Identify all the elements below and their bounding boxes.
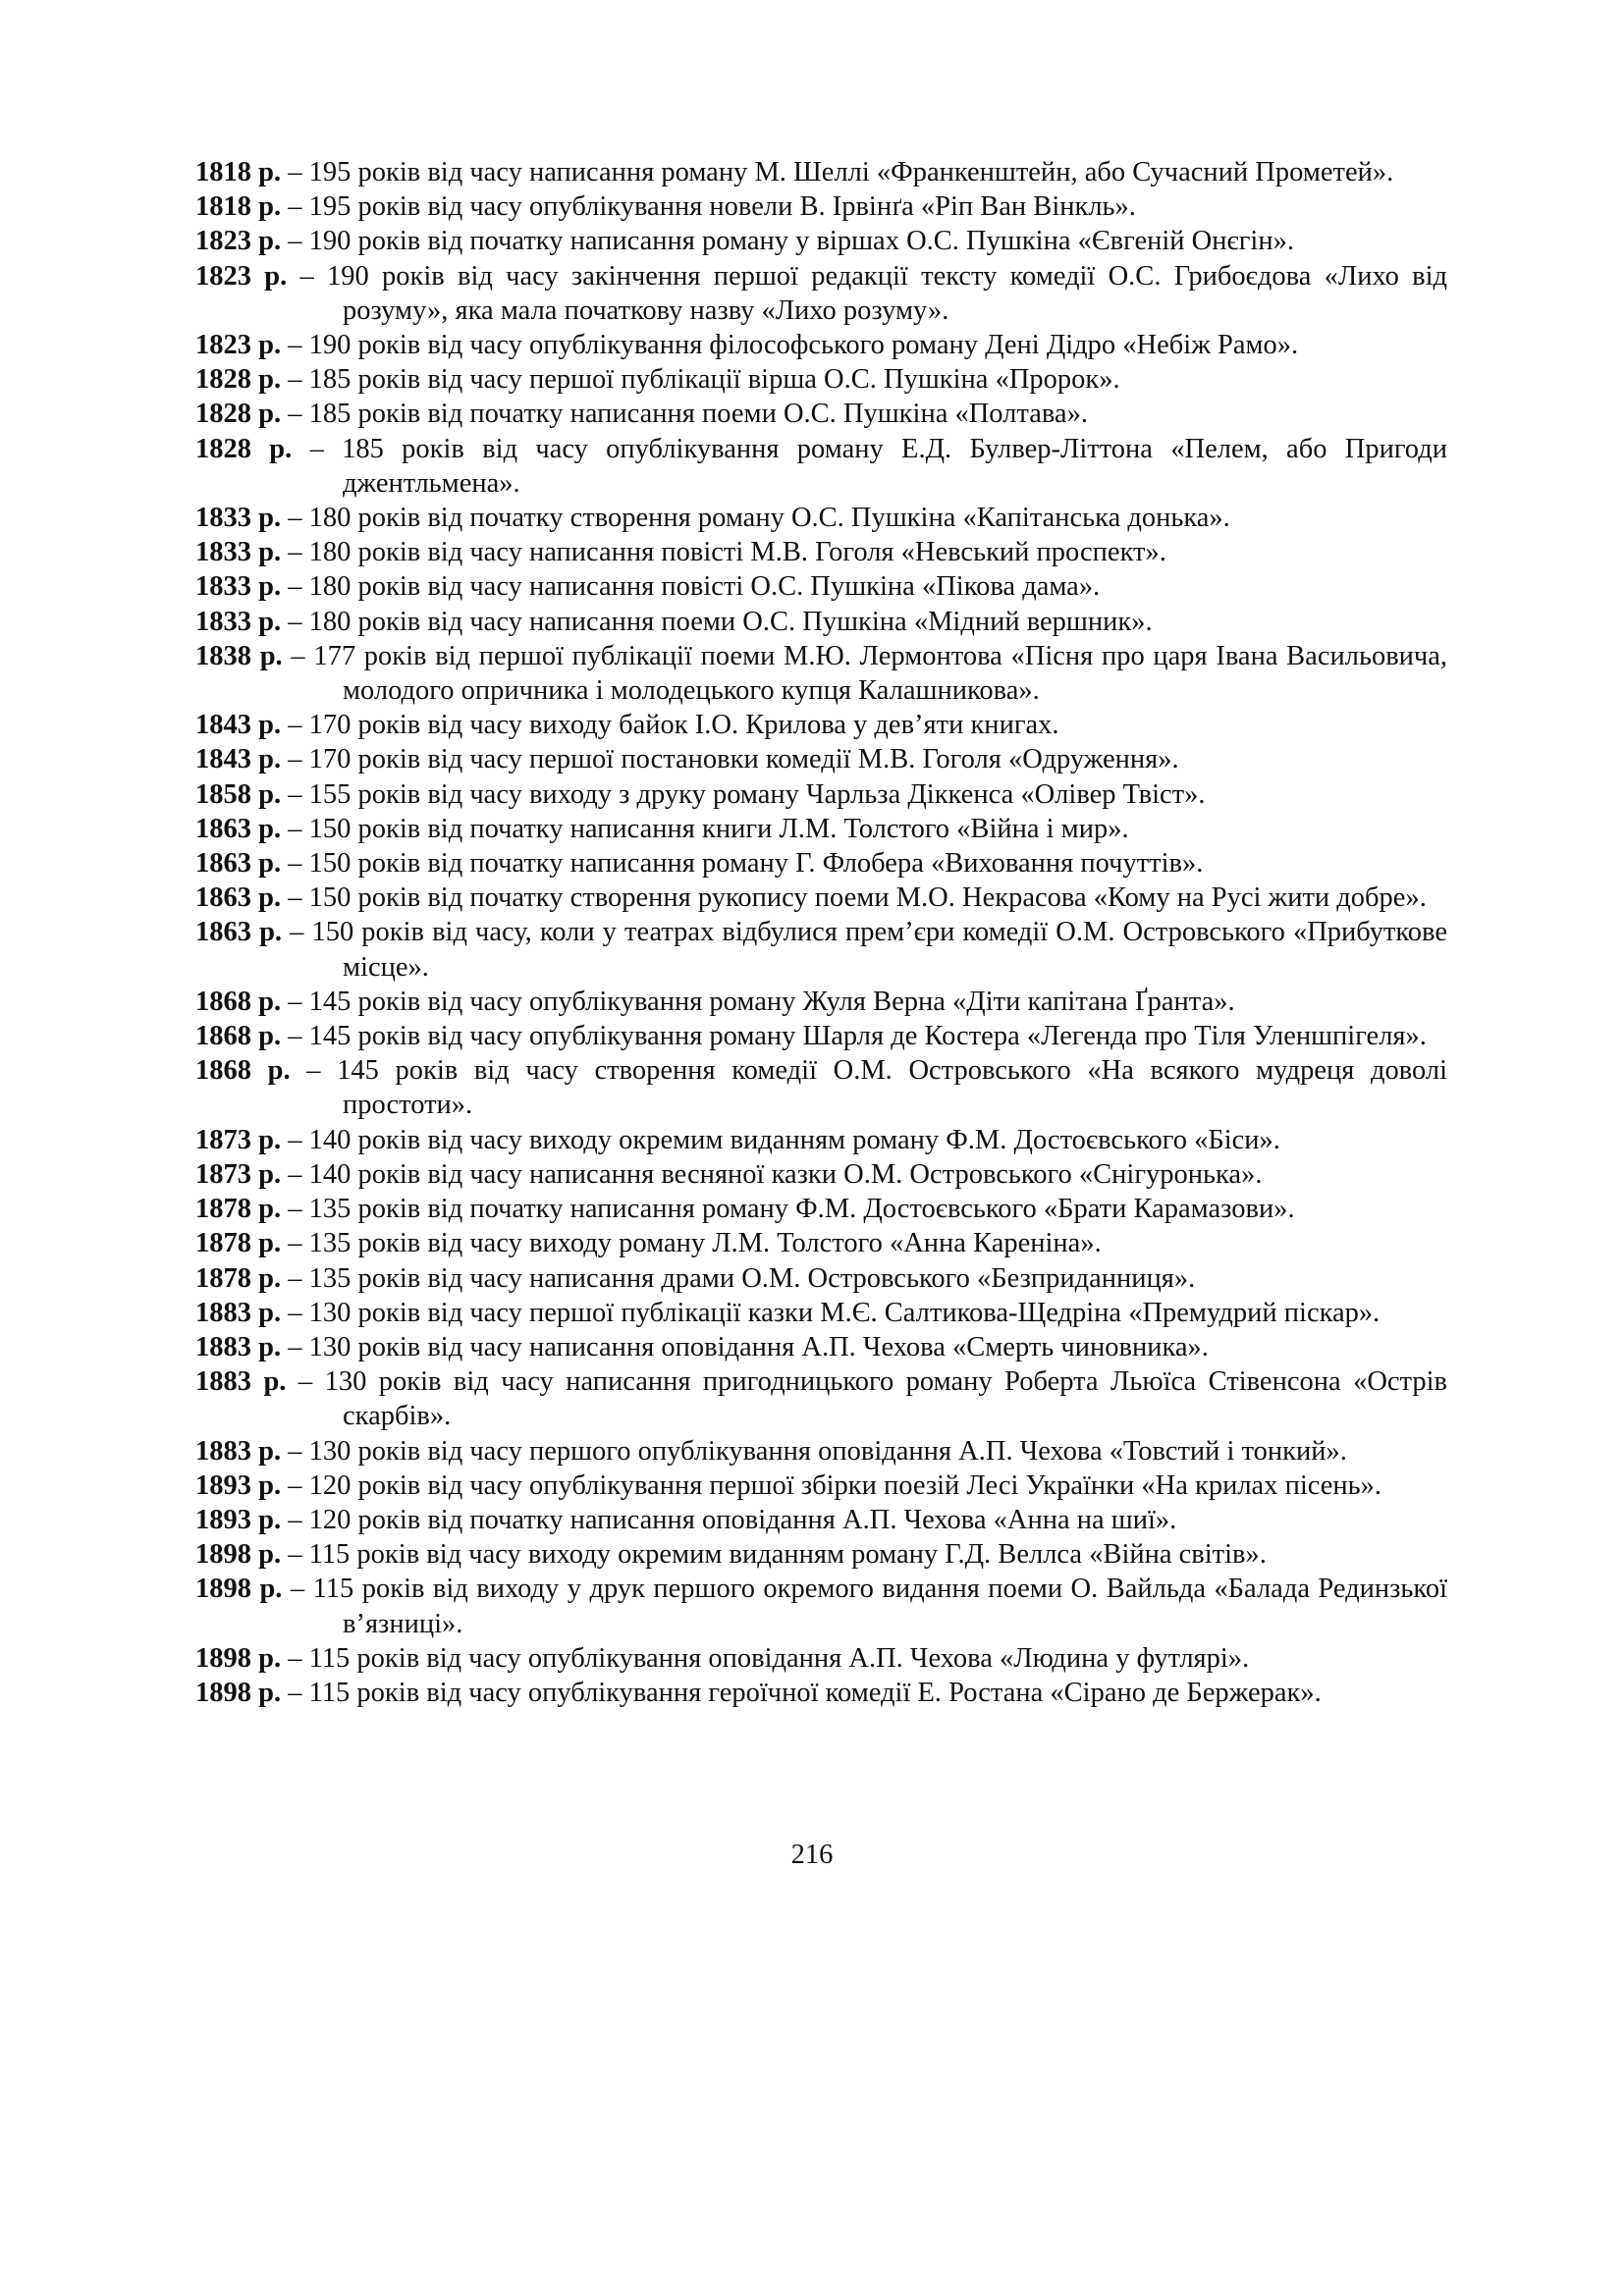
entry-text: 170 років від часу виходу байок І.О. Крилова у дев’яти книгах. <box>308 710 1059 741</box>
entry-year: 1818 р. <box>195 157 282 187</box>
entry-separator: – <box>281 1021 309 1052</box>
entry-text: 195 років від часу написання роману М. Шеллі «Франкенштейн, або Сучасний Прометей». <box>308 157 1394 187</box>
entry-text: 145 років від часу створення комедії О.М. Островського «На всякого мудреця доволі простоти». <box>337 1055 1447 1121</box>
entry-year: 1843 р. <box>195 744 282 775</box>
entry-separator: – <box>281 226 309 257</box>
list-item <box>195 1261 1447 1296</box>
entry-separator: – <box>281 1228 309 1259</box>
entry-year: 1898 р. <box>195 1677 282 1708</box>
entry-text: 130 років від часу першої публікації казки М.Є. Салтикова-Щедріна «Премудрий піскар». <box>308 1297 1380 1328</box>
entry-year: 1883 р. <box>195 1297 282 1328</box>
list-item <box>195 1434 1447 1468</box>
entry-separator: – <box>281 606 309 637</box>
entry-separator: – <box>282 1574 313 1605</box>
list-item <box>195 1296 1447 1330</box>
entry-separator: – <box>290 1055 338 1087</box>
entry-text: 140 років від часу виходу окремим виданням роману Ф.М. Достоєвського «Біси». <box>308 1124 1280 1155</box>
entry-separator: – <box>281 1158 309 1190</box>
entry-text: 145 років від часу опублікування роману Жуля Верна «Діти капітана Ґранта». <box>308 986 1235 1017</box>
list-item <box>195 1330 1447 1364</box>
list-item <box>195 1468 1447 1503</box>
entry-year: 1823 р. <box>195 260 288 292</box>
entry-text: 155 років від часу виходу з друку роману Чарльза Діккенса «Олівер Твіст». <box>308 778 1206 810</box>
entry-separator: – <box>281 1297 309 1328</box>
entry-separator: – <box>281 778 309 810</box>
entry-year: 1898 р. <box>195 1642 282 1674</box>
entry-year: 1893 р. <box>195 1469 282 1501</box>
entry-separator: – <box>292 433 343 464</box>
entry-separator: – <box>286 1366 325 1398</box>
list-item <box>195 1019 1447 1053</box>
entry-text: 115 років від часу опублікування оповідання А.П. Чехова «Людина у футлярі». <box>308 1642 1250 1674</box>
entry-year: 1878 р. <box>195 1194 282 1225</box>
entry-text: 195 років від часу опублікування новели В. Ірвінґа «Ріп Ван Вінкль». <box>308 191 1136 223</box>
list-item <box>195 1537 1447 1572</box>
entry-year: 1823 р. <box>195 330 282 361</box>
entry-separator: – <box>281 399 309 430</box>
list-item <box>195 1226 1447 1260</box>
entry-separator: – <box>282 640 314 671</box>
entry-text: 185 років від початку написання поеми О.С. Пушкіна «Полтава». <box>308 399 1088 430</box>
entry-year: 1868 р. <box>195 986 282 1017</box>
entry-text: 190 років від початку написання роману у віршах О.С. Пушкіна «Євгеній Онєгін». <box>308 226 1294 257</box>
entry-text: 185 років від часу опублікування роману Е.Д. Булвер-Літтона «Пелем, або Пригоди джентльмена». <box>342 433 1447 499</box>
entry-year: 1898 р. <box>195 1539 282 1571</box>
entry-year: 1883 р. <box>195 1366 287 1398</box>
entry-year: 1833 р. <box>195 537 282 568</box>
entry-separator: – <box>281 1677 309 1708</box>
list-item <box>195 1364 1447 1433</box>
entry-separator: – <box>281 1331 309 1362</box>
entry-year: 1878 р. <box>195 1228 282 1259</box>
list-item <box>195 501 1447 535</box>
list-item <box>195 328 1447 362</box>
entry-separator: – <box>281 882 309 914</box>
entry-year: 1893 р. <box>195 1504 282 1535</box>
list-item <box>195 259 1447 328</box>
list-item <box>195 708 1447 742</box>
entry-separator: – <box>281 1469 309 1501</box>
list-item <box>195 985 1447 1019</box>
entry-separator: – <box>281 571 309 603</box>
entry-text: 135 років від часу виходу роману Л.М. Толстого «Анна Кареніна». <box>308 1228 1102 1259</box>
list-item <box>195 432 1447 501</box>
entry-year: 1898 р. <box>195 1574 283 1605</box>
entry-separator: – <box>281 1642 309 1674</box>
entry-separator: – <box>281 364 309 396</box>
entry-text: 180 років від початку створення роману О.С. Пушкіна «Капітанська донька». <box>308 503 1230 534</box>
list-item <box>195 881 1447 915</box>
entry-year: 1863 р. <box>195 917 283 948</box>
entry-text: 140 років від часу написання весняної казки О.М. Островського «Снігуронька». <box>308 1158 1263 1190</box>
entry-text: 185 років від часу першої публікації вірша О.С. Пушкіна «Пророк». <box>308 364 1120 396</box>
entry-year: 1883 р. <box>195 1331 282 1362</box>
entry-separator: – <box>287 260 328 292</box>
list-item <box>195 189 1447 224</box>
list-item <box>195 1503 1447 1537</box>
list-item <box>195 1572 1447 1640</box>
list-item <box>195 155 1447 189</box>
entry-separator: – <box>281 1504 309 1535</box>
entry-year: 1863 р. <box>195 882 282 914</box>
entry-year: 1868 р. <box>195 1021 282 1052</box>
list-item <box>195 224 1447 258</box>
entry-separator: – <box>281 330 309 361</box>
entry-text: 180 років від часу написання повісті О.С. Пушкіна «Пікова дама». <box>308 571 1101 603</box>
list-item <box>195 535 1447 569</box>
entry-separator: – <box>281 1262 309 1294</box>
list-item <box>195 397 1447 431</box>
list-item <box>195 362 1447 397</box>
entry-text: 130 років від часу першого опублікування оповідання А.П. Чехова «Товстий і тонкий». <box>308 1435 1347 1467</box>
list-item <box>195 1676 1447 1710</box>
entry-text: 115 років від часу опублікування героїчної комедії Е. Ростана «Сірано де Бержерак». <box>308 1677 1322 1708</box>
list-item <box>195 742 1447 776</box>
entry-separator: – <box>281 503 309 534</box>
entry-text: 170 років від часу першої постановки комедії М.В. Гоголя «Одруження». <box>308 744 1179 775</box>
entry-year: 1863 р. <box>195 813 282 844</box>
entry-separator: – <box>281 848 309 880</box>
entry-year: 1868 р. <box>195 1055 291 1087</box>
entry-year: 1823 р. <box>195 226 282 257</box>
entry-separator: – <box>281 1539 309 1571</box>
entry-text: 115 років від виходу у друк першого окремого видання поеми О. Вайльда «Балада Рединзької в’язниці». <box>312 1574 1447 1639</box>
entry-separator: – <box>281 191 309 223</box>
entry-text: 180 років від часу написання повісті М.В. Гоголя «Невський проспект». <box>308 537 1166 568</box>
entry-year: 1873 р. <box>195 1158 282 1190</box>
entry-text: 150 років від початку написання роману Г. Флобера «Виховання почуттів». <box>308 848 1204 880</box>
entry-year: 1863 р. <box>195 848 282 880</box>
entry-year: 1833 р. <box>195 571 282 603</box>
entry-text: 135 років від часу написання драми О.М. Островського «Безприданниця». <box>308 1262 1196 1294</box>
entry-text: 130 років від часу написання пригодницького роману Роберта Льюїса Стівенсона «Острів скарбів». <box>324 1366 1447 1432</box>
list-item <box>195 639 1447 708</box>
entry-text: 145 років від часу опублікування роману Шарля де Костера «Легенда про Тіля Уленшпігеля». <box>308 1021 1427 1052</box>
list-item <box>195 777 1447 812</box>
entry-text: 120 років від початку написання оповідання А.П. Чехова «Анна на шиї». <box>308 1504 1177 1535</box>
entry-separator: – <box>281 157 309 187</box>
entry-year: 1878 р. <box>195 1262 282 1294</box>
entry-text: 130 років від часу написання оповідання А.П. Чехова «Смерть чиновника». <box>308 1331 1209 1362</box>
list-item <box>195 1192 1447 1226</box>
list-item <box>195 1053 1447 1122</box>
entry-text: 120 років від часу опублікування першої збірки поезій Лесі Українки «На крилах пісень». <box>308 1469 1382 1501</box>
page-body <box>195 155 1447 1710</box>
list-item <box>195 846 1447 881</box>
entry-text: 177 років від першої публікації поеми М.Ю. Лермонтова «Пісня про царя Івана Васильовича, молодого опричника і молодецького купця Калашникова». <box>313 640 1448 707</box>
entry-separator: – <box>281 537 309 568</box>
entry-text: 180 років від часу написання поеми О.С. Пушкіна «Мідний вершник». <box>308 606 1153 637</box>
entry-separator: – <box>282 917 312 948</box>
entry-separator: – <box>281 986 309 1017</box>
entry-year: 1828 р. <box>195 399 282 430</box>
entry-separator: – <box>281 1435 309 1467</box>
entry-year: 1828 р. <box>195 433 293 464</box>
entry-separator: – <box>281 744 309 775</box>
entry-text: 135 років від початку написання роману Ф.М. Достоєвського «Брати Карамазови». <box>308 1194 1295 1225</box>
list-item <box>195 605 1447 639</box>
entry-text: 190 років від часу опублікування філософського роману Дені Дідро «Небіж Рамо». <box>308 330 1299 361</box>
entry-year: 1818 р. <box>195 191 282 223</box>
entry-separator: – <box>281 813 309 844</box>
entry-text: 115 років від часу виходу окремим виданням роману Г.Д. Веллса «Війна світів». <box>308 1539 1267 1571</box>
list-item <box>195 1157 1447 1192</box>
entry-year: 1883 р. <box>195 1435 282 1467</box>
entry-year: 1833 р. <box>195 606 282 637</box>
entry-year: 1873 р. <box>195 1124 282 1155</box>
entry-year: 1843 р. <box>195 710 282 741</box>
entry-text: 150 років від часу, коли у театрах відбулися прем’єри комедії О.М. Островського «Прибуткове місце». <box>311 917 1447 983</box>
entry-year: 1833 р. <box>195 503 282 534</box>
list-item <box>195 812 1447 846</box>
page-number: 216 <box>790 1840 834 1870</box>
list-item <box>195 1123 1447 1157</box>
entry-separator: – <box>281 1194 309 1225</box>
anniversary-list <box>195 155 1447 1710</box>
entry-separator: – <box>281 1124 309 1155</box>
entry-year: 1828 р. <box>195 364 282 396</box>
entry-separator: – <box>281 710 309 741</box>
list-item <box>195 569 1447 604</box>
entry-year: 1838 р. <box>195 640 283 671</box>
entry-text: 190 років від часу закінчення першої редакції тексту комедії О.С. Грибоєдова «Лихо від розуму», яка мала початкову назву «Лихо розуму». <box>327 260 1447 326</box>
list-item <box>195 915 1447 984</box>
entry-year: 1858 р. <box>195 778 282 810</box>
entry-text: 150 років від початку створення рукопису поеми М.О. Некрасова «Кому на Русі жити добре». <box>308 882 1427 914</box>
list-item <box>195 1641 1447 1676</box>
entry-text: 150 років від початку написання книги Л.М. Толстого «Війна і мир». <box>308 813 1129 844</box>
